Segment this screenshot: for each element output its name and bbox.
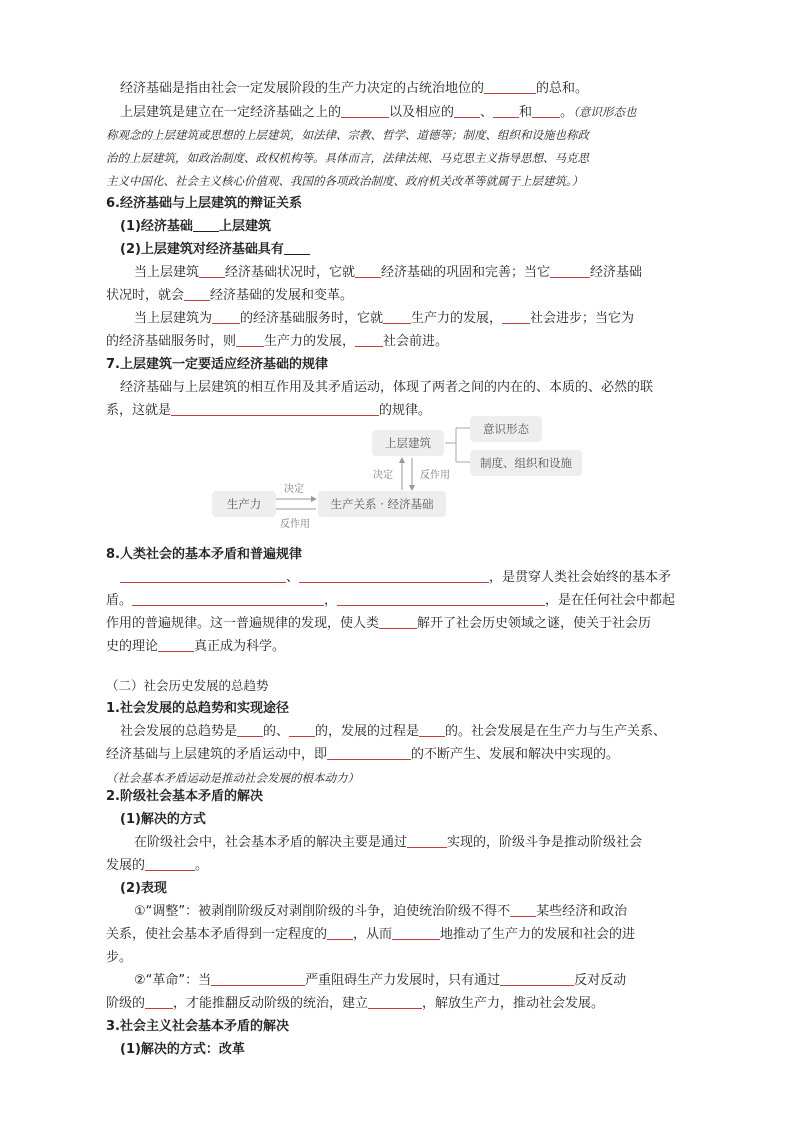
blank[interactable] [120,568,286,583]
section-heading: 1.社会发展的总趋势和实现途径 [106,701,289,716]
body-line: 当上层建筑为 的经济基础服务时，它就 生产力的发展， 社会进步；当它为 [134,311,635,326]
section-heading: 8.人类社会的基本矛盾和普遍规律 [106,547,302,562]
body-line: ①“调整”：被剥削阶级反对剥削阶级的斗争，迫使统治阶级不得不 某些经济和政治 [134,904,628,919]
body-line: 的经济基础服务时，则 生产力的发展， 社会前进。 [106,334,449,349]
body-line: 史的理论 真正成为科学。 [106,639,286,654]
body-line: 经济基础与上层建筑的矛盾运动中，即 的不断产生、发展和解决中实现的。 [106,747,620,762]
economic-base-definition: 经济基础是指由社会一定发展阶段的生产力决定的占统治地位的 的总和。 [120,81,589,96]
superstructure-definition: 上层建筑是建立在一定经济基础之上的 以及相应的 、 和 。（意识形态也 [120,105,637,120]
productive-forces-node: 生产力 [212,491,276,517]
part-heading: （二）社会历史发展的总趋势 [106,678,269,693]
body-line: 经济基础与上层建筑的相互作用及其矛盾运动，体现了两者之间的内在的、本质的、必然的联 [120,380,654,395]
blank[interactable] [145,994,173,1009]
section-heading: 7.上层建筑一定要适应经济基础的规律 [106,357,328,372]
blank[interactable] [500,971,574,986]
blank[interactable] [368,994,422,1009]
ideology-node: 意识形态 [470,416,542,442]
body-line: 系，这就是 的规律。 [106,403,432,418]
institutions-node: 制度、组织和设施 [470,450,582,476]
body-line: 状况时，就会 经济基础的发展和变革。 [106,288,354,303]
section-heading: 2.阶级社会基本矛盾的解决 [106,789,263,804]
body-line: 作用的普遍规律。这一普遍规律的发现，使人类 解开了社会历史领域之谜，使关于社会历 [106,616,652,631]
body-line: 关系，使社会基本矛盾得到一定程度的 ，从而 地推动了生产力的发展和社会的进 [106,927,636,942]
blank[interactable] [327,745,411,760]
body-line: 、 ，是贯穿人类社会始终的基本矛 [120,568,671,588]
blank[interactable] [327,925,353,940]
blank[interactable] [211,971,305,986]
blank[interactable] [145,856,195,871]
blank[interactable] [289,722,315,737]
body-line: 步。 [106,950,133,965]
react-label: 反作用 [280,519,310,530]
blank[interactable] [132,591,324,606]
note-line: （社会基本矛盾运动是推动社会发展的根本动力） [106,771,359,785]
blank[interactable] [237,722,263,737]
item-line: (1)解决的方式：改革 [120,1042,245,1057]
react-label: 反作用 [420,470,450,481]
body-line: 社会发展的总趋势是 的、 的，发展的过程是 的。社会发展是在生产力与生产关系、 [120,724,667,739]
blank[interactable] [419,722,445,737]
note-line: 治的上层建筑，如政治制度、政权机构等。具体而言，法律法规、马克思主义指导思想、马克思 [106,151,589,165]
blank[interactable] [407,833,447,848]
blank[interactable] [392,925,440,940]
body-line: 盾。 ， ，是在任何社会中都起 [106,593,676,608]
body-line: 当上层建筑 经济基础状况时，它就 经济基础的巩固和完善；当它 经济基础 [134,265,643,280]
note-line: 主义中国化、社会主义核心价值观、我国的各项政治制度、政府机关改革等就属于上层建筑。） [106,174,584,188]
blank[interactable] [337,591,545,606]
item-line: (1)解决的方式 [120,812,206,827]
item-line: (2)上层建筑对经济基础具有 [120,240,310,260]
body-line: ②“革命”：当 严重阻碍生产力发展时，只有通过 反对反动 [134,973,627,988]
item-line: (1)经济基础 上层建筑 [120,219,271,234]
section-heading: 6.经济基础与上层建筑的辩证关系 [106,196,302,211]
item-line: (2)表现 [120,881,167,896]
blank[interactable] [510,902,536,917]
blank[interactable] [379,614,417,629]
body-line: 阶级的 ，才能推翻反动阶级的统治，建立 ，解放生产力，推动社会发展。 [106,996,605,1011]
blank[interactable] [158,637,194,652]
economic-base-node: 生产关系 · 经济基础 [318,491,446,517]
decide-label: 决定 [284,484,304,495]
section-heading: 3.社会主义社会基本矛盾的解决 [106,1019,289,1034]
superstructure-node: 上层建筑 [372,430,444,456]
body-line: 发展的 。 [106,858,209,873]
decide-label: 决定 [373,470,393,481]
blank[interactable] [299,568,489,583]
note-line: 称观念的上层建筑或思想的上层建筑，如法律、宗教、哲学、道德等；制度、组织和设施也称政 [106,128,589,142]
body-line: 在阶级社会中，社会基本矛盾的解决主要是通过 实现的，阶级斗争是推动阶级社会 [134,835,643,850]
